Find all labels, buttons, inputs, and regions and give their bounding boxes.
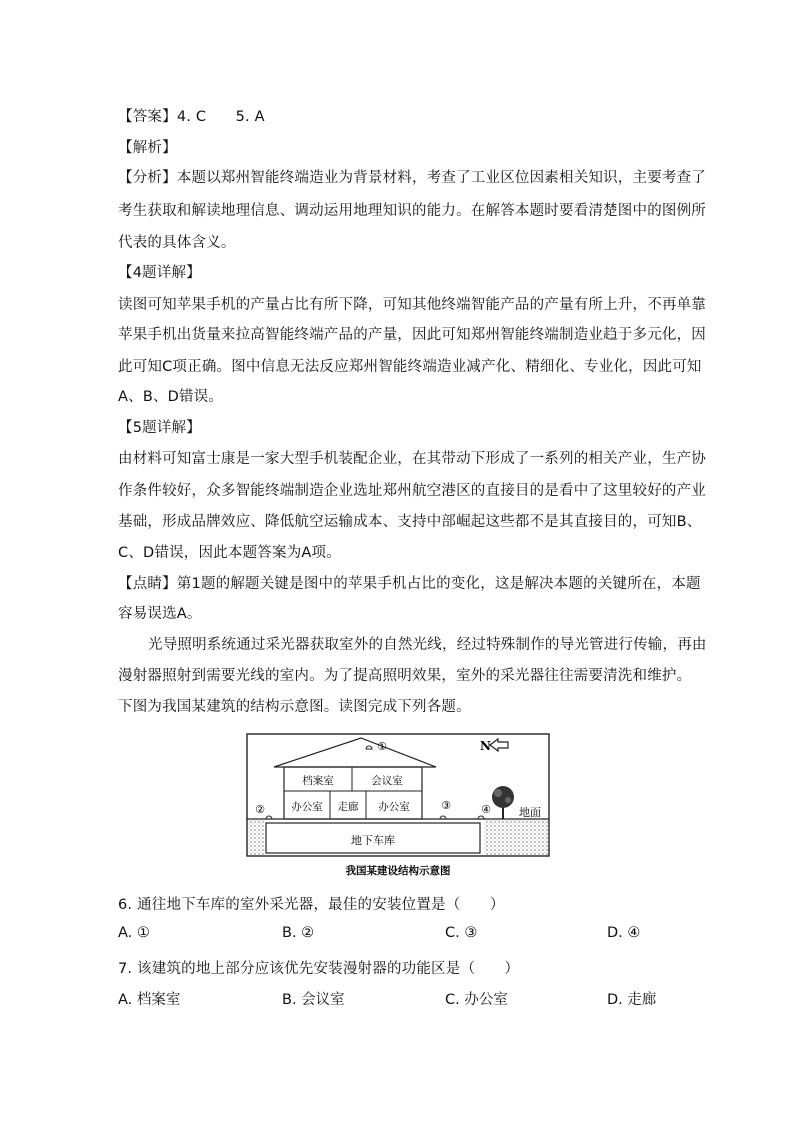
collector-4 [478, 816, 484, 819]
q6-option-b[interactable]: B. ② [282, 925, 315, 941]
soil-right [484, 820, 548, 855]
figure-caption: 我国某建设结构示意图 [345, 865, 451, 877]
material-line-1: 光导照明系统通过采光器获取室外的自然光线，经过特殊制作的导光管进行传输，再由 [148, 637, 707, 653]
material-line-2: 漫射器照射到需要光线的室内。为了提高照明效果，室外的采光器往往需要清洗和维护。 [118, 668, 692, 684]
q6-stem: 6. 通往地下车库的室外采光器，最佳的安装位置是（ ） [118, 897, 505, 913]
q4-detail-line-1: 读图可知苹果手机的产量占比有所下降，可知其他终端智能产品的产量有所上升，不再单靠 [118, 297, 706, 313]
collector-3 [440, 816, 446, 819]
q4-detail-line-3: 此可知C项正确。图中信息无法反应郑州智能终端造业减产化、精细化、专业化，因此可知 [118, 359, 702, 375]
q5-detail-label: 【5题详解】 [118, 420, 201, 436]
room-office-right: 办公室 [378, 801, 410, 813]
q6-option-d[interactable]: D. ④ [607, 925, 641, 941]
marker-1: ① [377, 740, 387, 753]
q5-detail-line-1: 由材料可知富士康是一家大型手机装配企业，在其带动下形成了一系列的相关产业，生产协 [118, 451, 706, 467]
room-meeting: 会议室 [371, 775, 403, 787]
q6-option-a[interactable]: A. ① [118, 925, 150, 941]
q7-option-d[interactable]: D. 走廊 [607, 992, 657, 1008]
collector-2 [266, 816, 272, 819]
fenxi-line-2: 考生获取和解读地理信息、调动运用地理知识的能力。在解答本题时要看清楚图中的图例所 [118, 203, 706, 219]
answer-text: 4. C 5. A [176, 109, 265, 125]
q6-option-c[interactable]: C. ③ [445, 925, 478, 941]
dianjing-line-2: 容易误选A。 [118, 606, 202, 622]
ground-label: 地面 [519, 806, 541, 819]
q7-option-b[interactable]: B. 会议室 [282, 992, 345, 1008]
fenxi-label: 【分析】 [118, 170, 177, 186]
fenxi-line-3: 代表的具体含义。 [118, 235, 236, 251]
answer-line [118, 105, 265, 126]
q5-detail-line-4: C、D错误，因此本题答案为A项。 [118, 545, 341, 561]
answer-label: 【答案】 [118, 109, 177, 125]
q5-detail-line-2: 作条件较好，众多智能终端制造企业选址郑州航空港区的直接目的是看中了这里较好的产业 [118, 483, 706, 499]
q7-option-c[interactable]: C. 办公室 [445, 992, 508, 1008]
analysis-label: 【解析】 [118, 140, 177, 156]
room-archive: 档案室 [302, 775, 334, 787]
collector-1 [366, 746, 372, 749]
garage-label: 地下车库 [351, 834, 395, 847]
dianjing-line-1: 【点睛】第1题的解题关键是图中的苹果手机占比的变化，这是解决本题的关键所在，本题 [118, 576, 701, 592]
building-structure-figure [246, 733, 550, 881]
north-label: N [480, 739, 491, 753]
marker-4: ④ [481, 803, 491, 816]
marker-3: ③ [441, 799, 451, 812]
dianjing-label: 【点睛】 [118, 576, 177, 592]
tree-icon [492, 786, 514, 819]
room-office-left: 办公室 [291, 801, 323, 813]
north-arrow-icon [490, 739, 508, 751]
q4-detail-line-4: A、B、D错误。 [118, 389, 224, 405]
fenxi-line-1: 【分析】本题以郑州智能终端造业为背景材料，考查了工业区位因素相关知识，主要考查了 [118, 170, 707, 186]
q7-option-a[interactable]: A. 档案室 [118, 992, 181, 1008]
material-line-3: 下图为我国某建筑的结构示意图。读图完成下列各题。 [118, 699, 471, 715]
q5-detail-line-3: 基础，形成品牌效应、降低航空运输成本、支持中部崛起这些都不是其直接目的，可知B、 [118, 514, 702, 530]
soil-left [248, 820, 264, 855]
roof [274, 738, 436, 767]
marker-2: ② [255, 803, 265, 816]
q4-detail-label: 【4题详解】 [118, 265, 201, 281]
q7-stem: 7. 该建筑的地上部分应该优先安装漫射器的功能区是（ ） [118, 961, 520, 977]
room-corridor: 走廊 [337, 801, 359, 813]
q4-detail-line-2: 苹果手机出货量来拉高智能终端产品的产量，因此可知郑州智能终端制造业趋于多元化，因 [118, 327, 706, 343]
